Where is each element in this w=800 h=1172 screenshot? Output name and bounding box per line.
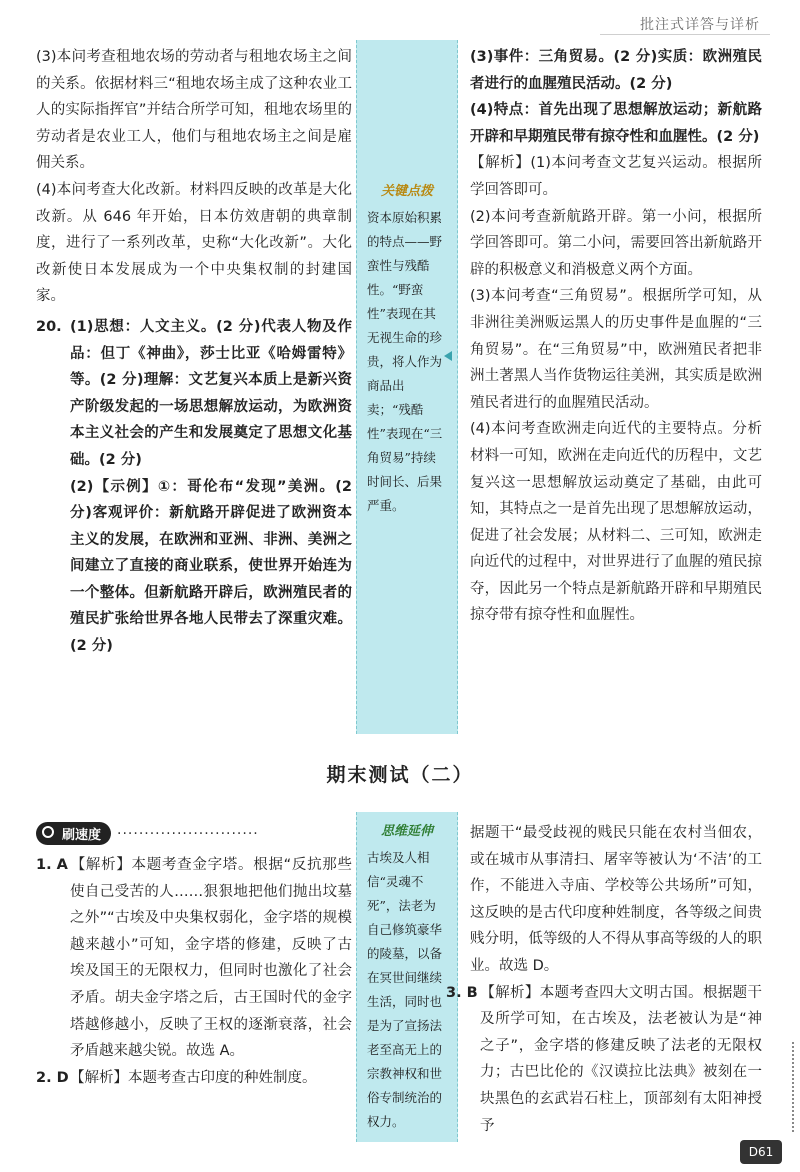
speed-badge [36,822,259,845]
right-top-column [470,44,762,629]
analysis-paragraph: (2)本问考查新航路开辟。第一小问，根据所学回答即可。第二小问，需要回答出新航路开辟的积极意义和消极意义两个方面。 [470,208,762,278]
answer-paragraph: (3)事件：三角贸易。(2 分)实质：欧洲殖民者进行的血腥殖民活动。(2 分) [470,49,762,92]
header-title: 批注式详答与详析 [640,17,760,33]
answer-paragraph: (3)本问考查租地农场的劳动者与租地农场主之间的关系。依据材料三“租地农场主成了这种农业工人的实际指挥官”并结合所学可知，租地农场里的劳动者是农业工人，他们与租地农场主之间是雇佣关系。 [36,49,352,172]
question-2: 2. D【解析】本题考查古印度的种姓制度。 [36,1065,352,1092]
question-number: 3. B [446,984,478,1001]
page-number: D61 [740,1140,782,1164]
analysis-paragraph: 据题干“最受歧视的贱民只能在农村当佃农，或在城市从事清扫、屠宰等被认为‘不洁’的工作，不能进入寺庙、学校等公共场所”可知，这反映的是古代印度种姓制度，各等级之间贵贱分明，低等级的人不得从事高等级的人的职业。故选 D。 [470,825,762,974]
left-bottom-column [36,852,352,1091]
analysis-paragraph: (3)本问考查“三角贸易”。根据所学可知，从非洲往美洲贩运黑人的历史事件是血腥的“三角贸易”。在“三角贸易”中，欧洲殖民者把非洲土著黑人当作货物运往美洲，其实质是欧洲殖民者进行的血腥殖民活动。 [470,288,762,411]
thinking-extension-sidebar [356,812,458,1142]
question-20-part2: (2)【示例】①：哥伦布“发现”美洲。(2 分)客观评价：新航路开辟促进了欧洲资本主义的发展，在欧洲和亚洲、非洲、美洲之间建立了直接的商业联系，使世界开始连为一个整体。但新航路开辟后，欧洲殖民者的殖民扩张给世界各地人民带去了深重灾难。(2 分) [70,478,352,655]
pointer-arrow-icon [444,351,452,361]
sidebar-text: 资本原始积累的特点——野蛮性与残酷性。“野蛮性”表现在其无视生命的珍贵，将人作为商品出卖；“残酷性”表现在“三角贸易”持续时间长、后果严重。 [367,210,443,513]
corner-decoration [776,1042,794,1132]
dotted-leader: ·························· [117,825,259,842]
question-1: 1. A 【解析】本题考查金字塔。根据“反抗那些使自己受苦的人……狠狠地把他们抛出坟墓之外”“古埃及中央集权弱化，金字塔的规模越来越小”可知，金字塔的修建，反映了古埃及国王的无限权力，但同时也激化了社会矛盾。胡夫金字塔之后，古王国时代的金字塔越修越小，反映了王权的逐渐衰落，社会矛盾越来越尖锐。故选 A。 [36,852,352,1065]
right-bottom-column [446,820,762,1139]
answer-paragraph: (4)特点：首先出现了思想解放运动；新航路开辟和早期殖民带有掠夺性和血腥性。(2 分) [470,102,762,145]
left-top-column [36,44,352,660]
question-3: 3. B 【解析】本题考查四大文明古国。根据题干及所学可知，在古埃及，法老被认为是“神之子”，金字塔的修建反映了法老的无限权力；古巴比伦的《汉谟拉比法典》被刻在一块黑色的玄武岩石柱上，顶部刻有太阳神授予 [446,980,762,1140]
analysis-paragraph: (4)本问考查欧洲走向近代的主要特点。分析材料一可知，欧洲在走向近代的历程中，文艺复兴这一思想解放运动奠定了基础，由此可知，其特点之一是首先出现了思想解放运动，促进了社会发展；从材料二、三可知，欧洲走向近代的过程中，对世界进行了血腥的殖民掠夺，因此另一个特点是新航路开辟和早期殖民掠夺带有掠夺性和血腥性。 [470,421,762,624]
key-point-sidebar [356,40,458,734]
sidebar-title: 关键点拨 [380,184,433,199]
question-20-part1: 20. (1)思想：人文主义。(2 分)代表人物及作品：但丁《神曲》，莎士比亚《哈姆雷特》等。(2 分)理解：文艺复兴本质上是新兴资产阶级发起的一场思想解放运动，为欧洲资本主义社会的产生和发展奠定了思想文化基础。(2 分) [36,314,352,474]
question-number: 20. [36,318,62,335]
answer-paragraph: (4)本问考查大化改新。材料四反映的改革是大化改新。从 646 年开始，日本仿效唐朝的典章制度，进行了一系列改革，史称“大化改新”。大化改新使日本发展成为一个中央集权制的封建国家。 [36,181,352,305]
question-number: 1. A [36,857,68,873]
header-divider [600,34,770,35]
badge-label: 刷速度 [36,822,111,845]
sidebar-text: 古埃及人相信“灵魂不死”，法老为自己修筑豪华的陵墓，以备在冥世间继续生活，同时也是为了宣扬法老至高无上的宗教神权和世俗专制统治的权力。 [367,850,443,1129]
section-title: 期末测试（二） [326,764,474,786]
sidebar-title: 思维延伸 [380,824,433,839]
question-number: 2. D [36,1069,69,1086]
analysis-paragraph: 【解析】(1)本问考查文艺复兴运动。根据所学回答即可。 [470,155,762,198]
